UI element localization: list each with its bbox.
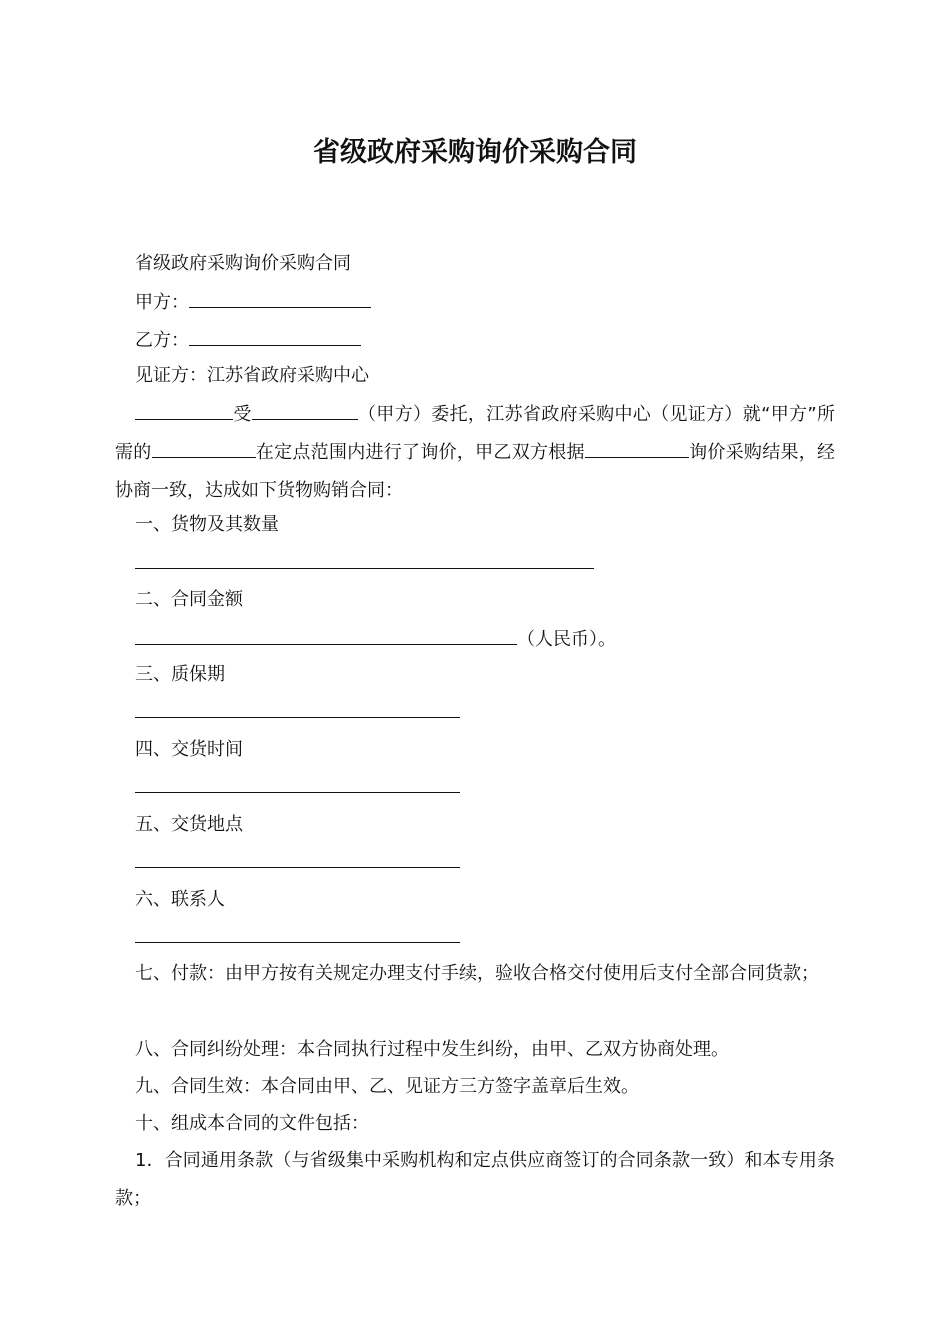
section-dispute: 八、合同纠纷处理：本合同执行过程中发生纠纷，由甲、乙双方协商处理。: [135, 1039, 729, 1060]
amount-suffix: （人民币）。: [517, 629, 616, 650]
party-b-blank[interactable]: [189, 327, 361, 346]
section-warranty-heading: 三、质保期: [135, 664, 225, 685]
contact-blank[interactable]: [135, 942, 460, 943]
preamble-paragraph: [115, 396, 835, 510]
section-documents-heading: 十、组成本合同的文件包括：: [135, 1113, 369, 1134]
section-amount-heading: 二、合同金额: [135, 589, 243, 610]
subtitle: 省级政府采购询价采购合同: [135, 253, 351, 274]
party-b-line: [135, 327, 361, 353]
party-a-blank[interactable]: [189, 289, 371, 308]
amount-line: [135, 626, 616, 652]
document-title: 省级政府采购询价采购合同: [313, 137, 637, 168]
basis-blank[interactable]: [585, 439, 689, 458]
section-delivery-place-heading: 五、交货地点: [135, 814, 243, 835]
goods-blank[interactable]: [135, 568, 594, 569]
section-goods-heading: 一、货物及其数量: [135, 514, 279, 535]
section-effect: 九、合同生效：本合同由甲、乙、见证方三方签字盖章后生效。: [135, 1076, 639, 1097]
section-delivery-time-heading: 四、交货时间: [135, 739, 243, 760]
preamble-text-1: 受: [233, 404, 252, 425]
delivery-place-blank[interactable]: [135, 867, 460, 868]
warranty-blank[interactable]: [135, 717, 460, 718]
party-a-label: 甲方：: [135, 292, 189, 313]
preamble-text-2: （甲方）委托，江苏省政府采购中心（见证方）就“甲方”所需的: [115, 404, 836, 463]
entrusted-party-blank[interactable]: [135, 401, 233, 420]
party-b-label: 乙方：: [135, 330, 189, 351]
amount-blank[interactable]: [135, 626, 517, 645]
section-documents-item-1: 1．合同通用条款（与省级集中采购机构和定点供应商签订的合同条款一致）和本专用条款；: [115, 1150, 835, 1209]
preamble-text-3: 在定点范围内进行了询价，甲乙双方根据: [255, 442, 585, 463]
section-contact-heading: 六、联系人: [135, 889, 225, 910]
preamble-text-4: 询价采购结果，经协商一致，达成如下货物购销合同：: [115, 442, 836, 501]
witness-line: 见证方：江苏省政府采购中心: [135, 365, 369, 386]
goods-name-blank[interactable]: [152, 439, 256, 458]
section-payment: 七、付款：由甲方按有关规定办理支付手续，验收合格交付使用后支付全部合同货款；: [135, 963, 819, 984]
party-a-line: [135, 289, 371, 315]
party-a-name-blank[interactable]: [252, 401, 358, 420]
delivery-time-blank[interactable]: [135, 792, 460, 793]
